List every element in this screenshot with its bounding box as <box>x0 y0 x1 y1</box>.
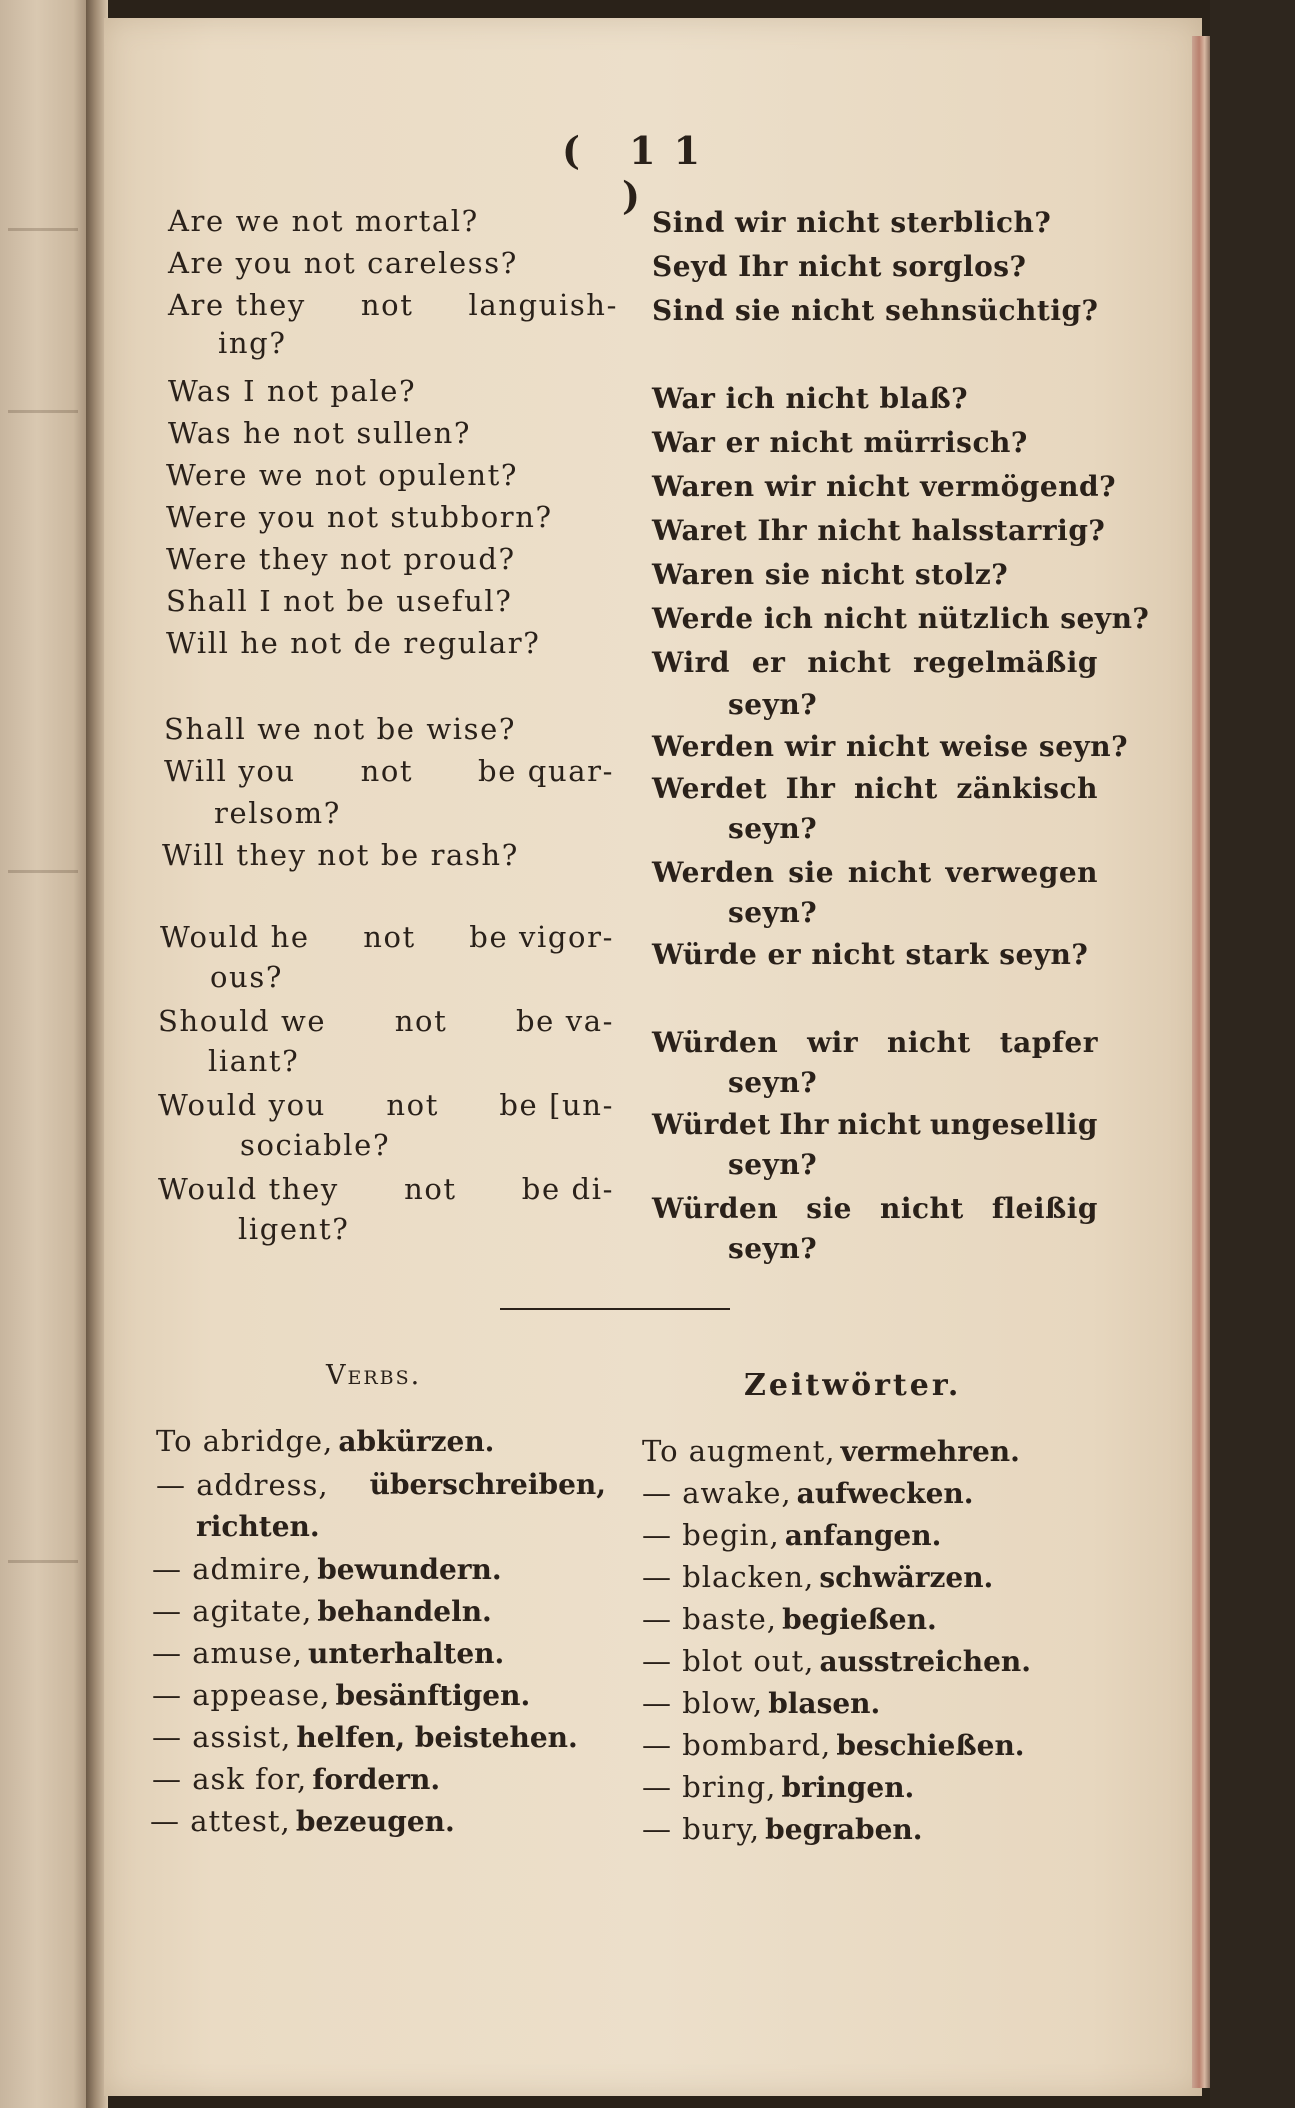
vocab-entry: — admire, bewundern. <box>152 1552 502 1586</box>
question-de: Werden wir nicht weise seyn? <box>652 730 1129 763</box>
question-en: Would you not be [un- <box>158 1088 614 1122</box>
question-de-continued: seyn? <box>728 896 818 929</box>
scan-margin <box>1210 0 1295 2108</box>
heading-verbs-de: Zeitwörter. <box>744 1368 962 1403</box>
question-de-continued: seyn? <box>728 1232 818 1265</box>
vocab-entry: — assist, helfen, beistehen. <box>152 1720 578 1754</box>
question-en: Would he not be vigor- <box>160 920 614 954</box>
vocab-entry: — blow, blasen. <box>642 1686 881 1720</box>
question-en: Are we not mortal? <box>168 204 479 238</box>
page-number: ( 11 ) <box>561 128 719 218</box>
question-en-continued: ing? <box>218 326 287 360</box>
vocab-entry: To augment, vermehren. <box>642 1434 1020 1468</box>
facing-page-edge <box>0 0 92 2108</box>
question-en: Would they not be di- <box>158 1172 614 1206</box>
question-de: Würde er nicht stark seyn? <box>652 938 1089 971</box>
vocab-entry: — agitate, behandeln. <box>152 1594 492 1628</box>
question-en: Should we not be va- <box>158 1004 614 1038</box>
vocab-entry: — begin, anfangen. <box>642 1518 942 1552</box>
question-de: Sind wir nicht sterblich? <box>652 206 1052 239</box>
question-de: War er nicht mürrisch? <box>652 426 1028 459</box>
vocab-entry-continued: richten. <box>196 1510 320 1543</box>
question-de: Werdet Ihr nicht zänkisch <box>652 772 1098 805</box>
question-en: Were you not stubborn? <box>166 500 553 534</box>
question-en-continued: ligent? <box>238 1212 350 1246</box>
vocab-entry: — blacken, schwärzen. <box>642 1560 994 1594</box>
question-en-continued: ous? <box>210 960 283 994</box>
vocab-entry: — amuse, unterhalten. <box>152 1636 505 1670</box>
question-de: Seyd Ihr nicht sorglos? <box>652 250 1027 283</box>
vocab-entry: — baste, begießen. <box>642 1602 937 1636</box>
question-de: Würden wir nicht tapfer <box>652 1026 1098 1059</box>
vocab-entry: — bury, begraben. <box>642 1812 923 1846</box>
question-en: Shall I not be useful? <box>166 584 513 618</box>
page-red-edge <box>1192 36 1210 2088</box>
question-en: Was I not pale? <box>168 374 417 408</box>
vocab-entry: — bring, bringen. <box>642 1770 915 1804</box>
question-de: War ich nicht blaß? <box>652 382 969 415</box>
question-de-continued: seyn? <box>728 812 818 845</box>
question-en-continued: liant? <box>208 1044 300 1078</box>
vocab-entry: — awake, aufwecken. <box>642 1476 974 1510</box>
question-de: Waren wir nicht vermögend? <box>652 470 1117 503</box>
question-en: Shall we not be wise? <box>164 712 517 746</box>
question-en: Were they not proud? <box>166 542 516 576</box>
vocab-entry: — appease, besänftigen. <box>152 1678 531 1712</box>
question-de: Werde ich nicht nützlich seyn? <box>652 602 1150 635</box>
question-en: Will they not be rash? <box>162 838 519 872</box>
heading-verbs-en: Verbs. <box>326 1360 422 1391</box>
question-en: Were we not opulent? <box>166 458 519 492</box>
question-de: Würden sie nicht fleißig <box>652 1192 1098 1225</box>
question-en: Are they not languish- <box>168 288 618 322</box>
question-en: Will he not de regular? <box>166 626 541 660</box>
question-en: Will you not be quar- <box>164 754 614 788</box>
vocab-entry: — ask for, fordern. <box>152 1762 441 1796</box>
vocab-entry: — blot out, ausstreichen. <box>642 1644 1031 1678</box>
question-en: Are you not careless? <box>168 246 518 280</box>
question-de: Wird er nicht regelmäßig <box>652 646 1098 679</box>
question-en: Was he not sullen? <box>168 416 472 450</box>
question-de: Waret Ihr nicht halsstarrig? <box>652 514 1106 547</box>
question-de-continued: seyn? <box>728 1148 818 1181</box>
section-divider <box>500 1308 730 1310</box>
question-de: Werden sie nicht verwegen <box>652 856 1098 889</box>
question-de: Würdet Ihr nicht ungesellig <box>652 1108 1098 1141</box>
vocab-entry: To abridge, abkürzen. <box>156 1424 495 1458</box>
question-de-continued: seyn? <box>728 688 818 721</box>
question-de: Sind sie nicht sehnsüchtig? <box>652 294 1099 327</box>
question-de: Waren sie nicht stolz? <box>652 558 1009 591</box>
question-de-continued: seyn? <box>728 1066 818 1099</box>
vocab-entry: — bombard, beschießen. <box>642 1728 1025 1762</box>
question-en-continued: sociable? <box>240 1128 391 1162</box>
question-en-continued: relsom? <box>214 796 341 830</box>
vocab-entry: — attest, bezeugen. <box>150 1804 455 1838</box>
vocab-entry: — address, überschreiben, <box>156 1468 606 1502</box>
